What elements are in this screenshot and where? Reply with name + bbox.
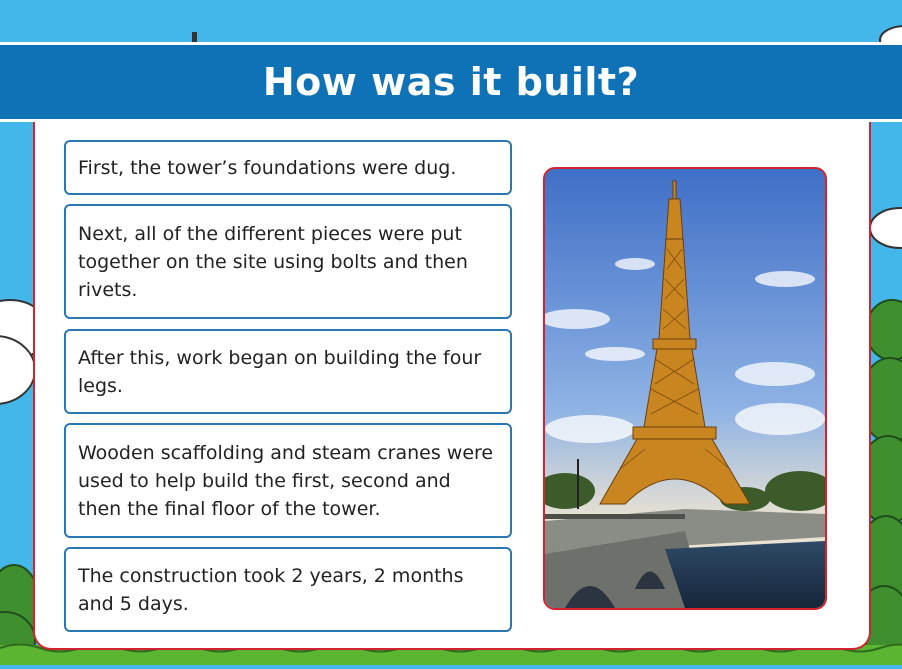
page-title: How was it built? (262, 60, 640, 104)
eiffel-tower-illustration (545, 169, 825, 608)
eiffel-tower-photo (543, 167, 827, 610)
step-box-3: After this, work began on building the four legs. (64, 329, 512, 414)
river (665, 541, 825, 608)
title-banner (0, 42, 902, 122)
step-box-2: Next, all of the different pieces were put together on the site using bolts and then rivets. (64, 204, 512, 319)
step-box-5: The construction took 2 years, 2 months and 5 days. (64, 547, 512, 632)
step-box-1: First, the tower’s foundations were dug. (64, 140, 512, 195)
step-box-4: Wooden scaffolding and steam cranes were used to help build the first, second and then the final floor of the tower. (64, 423, 512, 538)
